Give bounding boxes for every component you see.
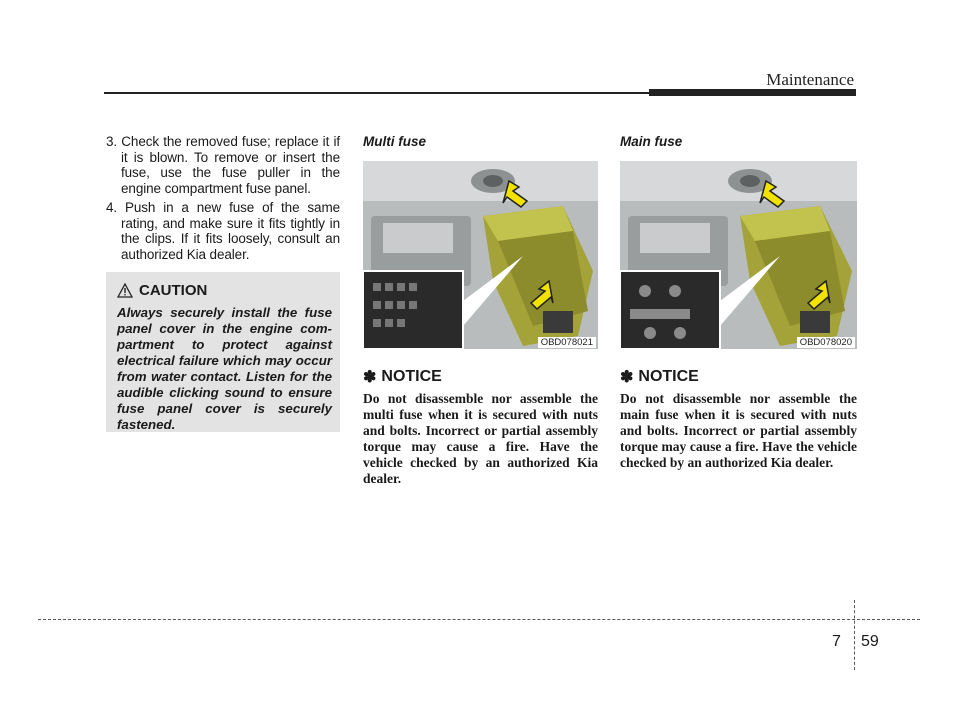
figure-code: OBD078020 [797, 337, 855, 348]
main-fuse-illustration [620, 161, 857, 349]
step-4: 4. Push in a new fuse of the same rating, and make sure it fits tightly in the clips. If it fits loosely, consult an authorized Kia dealer. [106, 200, 340, 262]
multi-fuse-illustration [363, 161, 598, 349]
notice-star-icon: ✽ [620, 369, 634, 386]
caution-text: Always securely install the fuse panel cover in the engine com-partment to protect against electrical failure which may occur from water contact. Listen for the audible clicking sound to ensure fuse panel cover is securely fastened. [117, 305, 332, 432]
warning-triangle-icon [117, 283, 133, 298]
notice-heading [363, 367, 598, 387]
section-title: Maintenance [766, 70, 854, 89]
multi-fuse-column [363, 134, 598, 487]
notice-text: Do not disassemble nor assemble the multi fuse when it is secured with nuts and bolts. Incorrect or partial assembly torque may cause a fire. Have the vehicle checked by an authorized Kia dealer. [363, 391, 598, 486]
notice-star-icon: ✽ [363, 369, 377, 386]
footer-rule [38, 619, 920, 620]
chapter-number: 7 [832, 633, 841, 650]
notice-title: NOTICE [381, 368, 442, 385]
main-fuse-column [620, 134, 857, 471]
main-fuse-title: Main fuse [620, 134, 683, 149]
notice-title: NOTICE [638, 368, 699, 385]
multi-fuse-figure [363, 161, 598, 349]
header-tab-bar [649, 89, 856, 96]
main-fuse-figure [620, 161, 857, 349]
caution-title: CAUTION [139, 282, 208, 299]
caution-box [106, 272, 340, 432]
instructions-column [106, 134, 340, 266]
step-3: 3. Check the removed fuse; replace it if it is blown. To remove or insert the fuse, use the fuse puller in the engine compartment fuse panel. [106, 134, 340, 196]
notice-text: Do not disassemble nor assemble the main fuse when it is secured with nuts and bolts. Incorrect or partial assembly torque may cause a fire. Have the vehicle checked by an authorized Kia dealer. [620, 391, 857, 470]
page-number: 59 [861, 633, 879, 650]
footer-divider [854, 600, 855, 670]
multi-fuse-title: Multi fuse [363, 134, 426, 149]
notice-heading [620, 367, 857, 387]
figure-code: OBD078021 [538, 337, 596, 348]
